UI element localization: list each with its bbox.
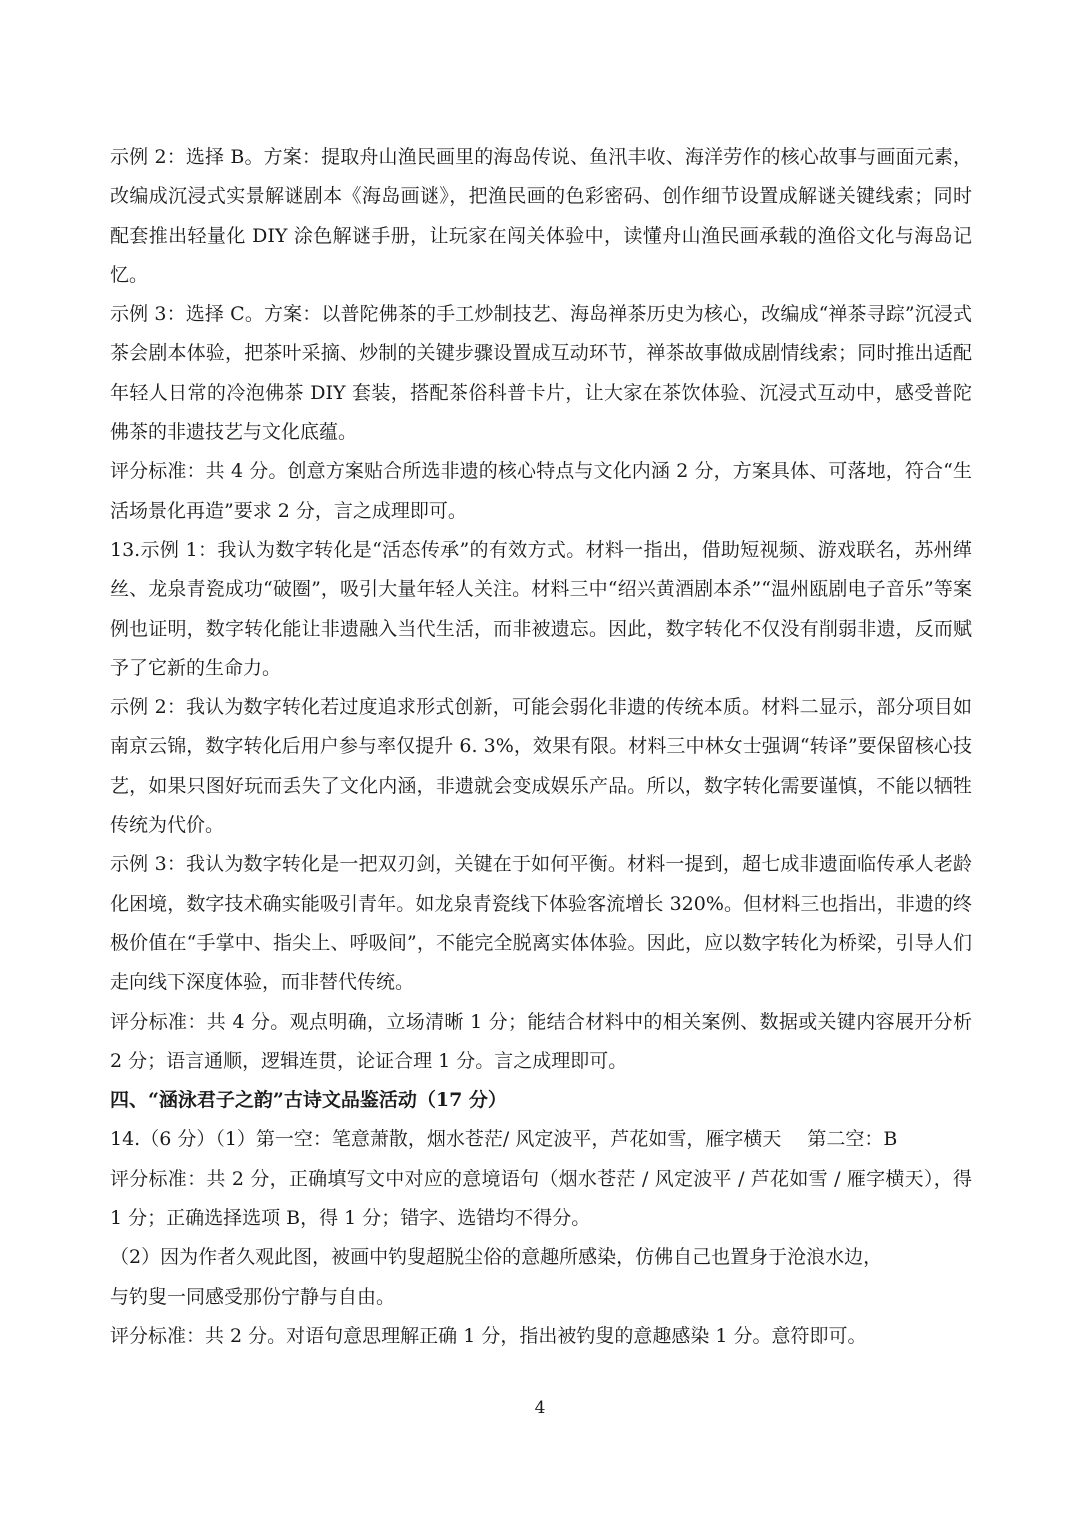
q14-second-blank: 第二空：B: [807, 1128, 898, 1151]
q14-part-2-line-2: 与钓叟一同感受那份宁静与自由。: [110, 1285, 396, 1308]
example-2-plan: 示例 2：选择 B。方案：提取舟山渔民画里的海岛传说、鱼汛丰收、海洋劳作的核心故事与画面元素，改编成沉浸式实景解谜剧本《海岛画谜》，把渔民画的色彩密码、创作细节设置成解谜关键线索；同时配套推出轻量化 DIY 涂色解谜手册，让玩家在闯关体验中，读懂舟山渔民画承载的渔俗文化与海岛记忆。: [110, 146, 972, 286]
q14-part-1-answer: 14.（6 分）（1）第一空：笔意萧散，烟水苍茫/ 风定波平，芦花如雪，雁字横天: [110, 1128, 782, 1151]
scoring-criteria-13: 评分标准：共 4 分。观点明确，立场清晰 1 分；能结合材料中的相关案例、数据或关键内容展开分析 2 分；语言通顺，逻辑连贯，论证合理 1 分。言之成理即可。: [110, 1010, 972, 1072]
q13-example-3: 示例 3：我认为数字转化是一把双刃剑，关键在于如何平衡。材料一提到，超七成非遗面临传承人老龄化困境，数字技术确实能吸引青年。如龙泉青瓷线下体验客流增长 320%。但材料三也指出，非遗的终极价值在“手掌中、指尖上、呼吸间”，不能完全脱离实体体验。因此，应以数字转化为桥梁，引导人们走向线下深度体验，而非替代传统。: [110, 853, 972, 994]
scoring-criteria-14-1: 评分标准：共 2 分，正确填写文中对应的意境语句（烟水苍茫 / 风定波平 / 芦花如雪 / 雁字横天），得 1 分；正确选择选项 B，得 1 分；错字、选错均不得分。: [110, 1167, 972, 1230]
answer-key-body: [110, 138, 972, 1356]
section-heading-4: 四、“涵泳君子之韵”古诗文品鉴活动（17 分）: [110, 1089, 507, 1112]
q13-example-1: 13.示例 1：我认为数字转化是“活态传承”的有效方式。材料一指出，借助短视频、游戏联名，苏州缂丝、龙泉青瓷成功“破圈”，吸引大量年轻人关注。材料三中“绍兴黄酒剧本杀”“温州瓯剧电子音乐”等案例也证明，数字转化能让非遗融入当代生活，而非被遗忘。因此，数字转化不仅没有削弱非遗，反而赋予了它新的生命力。: [110, 538, 972, 679]
example-3-plan: 示例 3：选择 C。方案：以普陀佛茶的手工炒制技艺、海岛禅茶历史为核心，改编成“禅茶寻踪”沉浸式茶会剧本体验，把茶叶采摘、炒制的关键步骤设置成互动环节，禅茶故事做成剧情线索；同时推出适配年轻人日常的冷泡佛茶 DIY 套装，搭配茶俗科普卡片，让大家在茶饮体验、沉浸式互动中，感受普陀佛茶的非遗技艺与文化底蕴。: [110, 303, 972, 444]
q14-part-2-line-1: （2）因为作者久观此图，被画中钓叟超脱尘俗的意趣所感染，仿佛自己也置身于沧浪水边，: [110, 1246, 883, 1269]
scoring-criteria-12: 评分标准：共 4 分。创意方案贴合所选非遗的核心特点与文化内涵 2 分，方案具体、可落地，符合“生活场景化再造”要求 2 分，言之成理即可。: [110, 460, 972, 522]
q13-example-2: 示例 2：我认为数字转化若过度追求形式创新，可能会弱化非遗的传统本质。材料二显示，部分项目如南京云锦，数字转化后用户参与率仅提升 6. 3%，效果有限。材料三中林女士强调“转译”要保留核心技艺，如果只图好玩而丢失了文化内涵，非遗就会变成娱乐产品。所以，数字转化需要谨慎，不能以牺牲传统为代价。: [110, 696, 972, 837]
scoring-criteria-14-2: 评分标准：共 2 分。对语句意思理解正确 1 分，指出被钓叟的意趣感染 1 分。意符即可。: [110, 1324, 867, 1347]
q14-part-1: [110, 1120, 972, 1159]
page-number: 4: [534, 1398, 546, 1418]
